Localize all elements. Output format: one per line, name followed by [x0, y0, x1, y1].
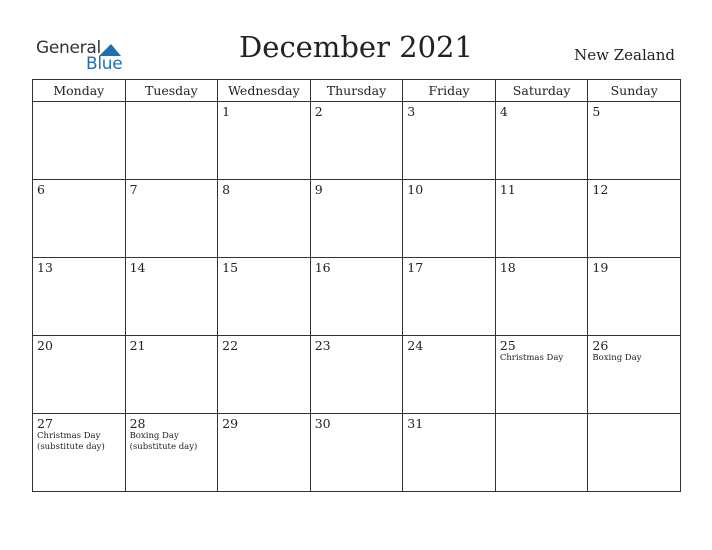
day-cell	[310, 414, 403, 492]
holiday-label: Boxing Day (substitute day)	[129, 431, 198, 452]
day-cell	[310, 336, 403, 414]
day-number: 31	[407, 416, 424, 431]
day-number: 24	[407, 338, 424, 353]
day-number: 28	[129, 416, 146, 431]
weekday-header: Sunday	[588, 80, 681, 102]
week-row	[33, 414, 681, 492]
day-number: 2	[314, 104, 323, 119]
day-number: 20	[37, 338, 53, 353]
country-label: New Zealand	[574, 46, 675, 64]
weekday-header: Saturday	[495, 80, 588, 102]
day-cell	[495, 102, 588, 180]
day-cell	[495, 258, 588, 336]
day-cell	[310, 180, 403, 258]
day-cell	[588, 258, 681, 336]
day-cell	[403, 258, 496, 336]
day-number: 4	[499, 104, 508, 119]
day-cell	[588, 336, 681, 414]
day-cell	[310, 102, 403, 180]
day-cell	[403, 102, 496, 180]
day-number: 3	[407, 104, 416, 119]
holiday-label: Boxing Day	[592, 353, 642, 363]
day-cell	[218, 258, 311, 336]
day-number: 7	[129, 182, 138, 197]
day-cell	[218, 102, 311, 180]
day-cell	[218, 180, 311, 258]
logo-text-general: General	[36, 38, 101, 58]
day-number: 14	[129, 260, 146, 275]
day-cell	[218, 414, 311, 492]
week-row	[33, 258, 681, 336]
day-number: 17	[407, 260, 424, 275]
day-number: 10	[407, 182, 424, 197]
day-number: 13	[37, 260, 53, 275]
day-number: 29	[222, 416, 239, 431]
holiday-label: Christmas Day	[499, 353, 564, 363]
day-cell	[125, 258, 218, 336]
day-cell	[33, 180, 126, 258]
calendar-grid	[32, 79, 681, 492]
day-cell	[125, 180, 218, 258]
day-number: 19	[592, 260, 609, 275]
day-cell	[33, 414, 126, 492]
day-cell	[495, 180, 588, 258]
day-number: 9	[314, 182, 323, 197]
day-number: 26	[592, 338, 609, 353]
day-number: 27	[37, 416, 53, 431]
weekday-header-row	[33, 80, 681, 102]
day-cell	[495, 414, 588, 492]
weekday-header: Friday	[403, 80, 496, 102]
day-cell	[125, 414, 218, 492]
day-cell	[125, 102, 218, 180]
day-number: 1	[222, 104, 231, 119]
day-number: 25	[499, 338, 516, 353]
day-cell	[588, 102, 681, 180]
weekday-header: Wednesday	[218, 80, 311, 102]
day-cell	[495, 336, 588, 414]
weekday-header: Monday	[33, 80, 126, 102]
day-cell	[310, 258, 403, 336]
day-cell	[403, 414, 496, 492]
day-cell	[588, 180, 681, 258]
weekday-header: Tuesday	[125, 80, 218, 102]
week-row	[33, 180, 681, 258]
day-number: 23	[314, 338, 331, 353]
day-cell	[33, 258, 126, 336]
week-row	[33, 336, 681, 414]
holiday-label: Christmas Day (substitute day)	[37, 431, 105, 452]
day-number: 12	[592, 182, 609, 197]
day-number: 22	[222, 338, 239, 353]
day-cell	[33, 336, 126, 414]
day-number: 15	[222, 260, 239, 275]
day-cell	[125, 336, 218, 414]
logo-text-blue: Blue	[86, 54, 123, 74]
week-row	[33, 102, 681, 180]
day-number: 16	[314, 260, 331, 275]
calendar-title: December 2021	[239, 30, 473, 64]
day-cell	[403, 336, 496, 414]
day-number: 11	[499, 182, 516, 197]
day-cell	[588, 414, 681, 492]
day-number: 21	[129, 338, 146, 353]
day-number: 30	[314, 416, 331, 431]
day-number: 5	[592, 104, 601, 119]
day-number: 6	[37, 182, 45, 197]
day-cell	[403, 180, 496, 258]
day-number: 8	[222, 182, 231, 197]
day-cell	[33, 102, 126, 180]
day-number: 18	[499, 260, 516, 275]
weekday-header: Thursday	[310, 80, 403, 102]
day-cell	[218, 336, 311, 414]
